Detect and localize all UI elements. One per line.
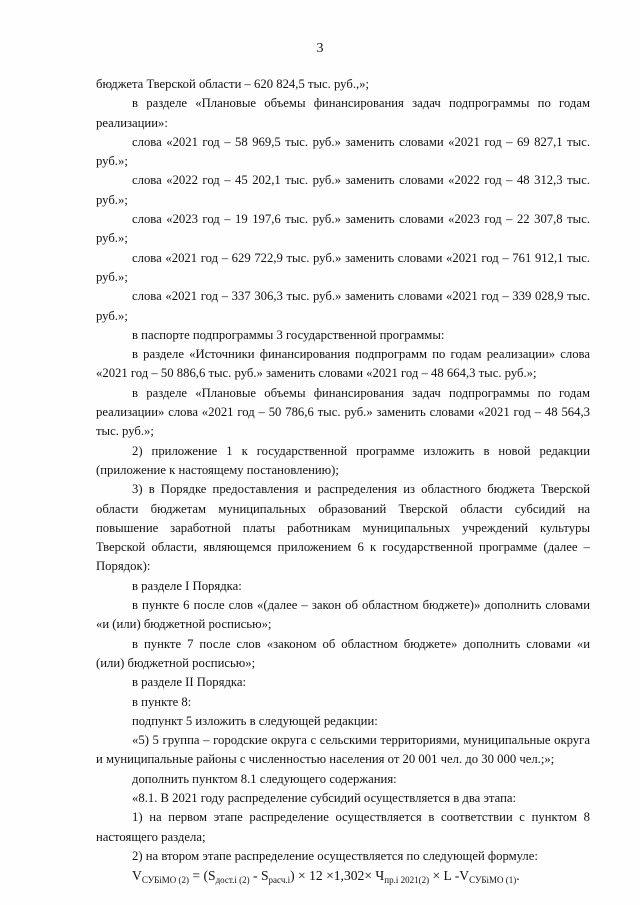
formula-part: = (S: [189, 868, 216, 884]
paragraph: в пункте 6 после слов «(далее – закон об областном бюджете)» дополнить словами «и (или) бюджетной росписью»;: [96, 598, 590, 632]
paragraph: в разделе «Плановые объемы финансирования задач подпрограммы по годам реализации»:: [96, 96, 590, 130]
formula-sub: расч.i: [268, 875, 291, 886]
paragraph: слова «2021 год – 58 969,5 тыс. руб.» заменить словами «2021 год – 69 827,1 тыс. руб.»;: [96, 134, 590, 169]
formula-part: ) × 12 ×1,302× Ч: [290, 868, 385, 884]
paragraph: подпункт 5 изложить в следующей редакции:: [132, 713, 378, 728]
paragraph: в разделе II Порядка:: [132, 675, 247, 690]
paragraph: в пункте 8:: [132, 694, 192, 709]
formula-sub: СУБiМО (2): [141, 875, 189, 886]
formula-v: V: [132, 868, 142, 884]
paragraph: слова «2023 год – 19 197,6 тыс. руб.» заменить словами «2023 год – 22 307,8 тыс. руб.»;: [96, 212, 590, 246]
formula-sub: СУБiМО (1): [469, 875, 517, 886]
paragraph: слова «2022 год – 45 202,1 тыс. руб.» заменить словами «2022 год – 48 312,3 тыс. руб.»;: [96, 173, 590, 207]
paragraph: в пункте 7 после слов «законом об областном бюджете» дополнить словами «и (или) бюджетной росписью»;: [96, 636, 590, 670]
paragraph: 1) на первом этапе распределение осуществляется в соответствии с пунктом 8 настоящего раздела;: [96, 810, 590, 844]
paragraph: слова «2021 год – 629 722,9 тыс. руб.» заменить словами «2021 год – 761 912,1 тыс. руб.»;: [96, 250, 590, 284]
formula-part: - S: [249, 868, 269, 884]
paragraph: в разделе «Плановые объемы финансирования задач подпрограммы по годам реализации» слова «2021 год – 50 786,6 тыс. руб.» заменить словами «2021 год – 48 564,3 тыс. руб.»;: [96, 385, 590, 439]
paragraph: дополнить пунктом 8.1 следующего содержания:: [132, 771, 397, 786]
subsidy-formula: [96, 866, 590, 885]
paragraph: 2) на втором этапе распределение осуществляется по следующей формуле:: [132, 848, 538, 863]
page-number: 3: [316, 41, 324, 56]
formula-part: × L -V: [429, 868, 470, 884]
paragraph: слова «2021 год – 337 306,3 тыс. руб.» заменить словами «2021 год – 339 028,9 тыс. руб.»;: [96, 289, 590, 323]
paragraph: в разделе «Источники финансирования подпрограмм по годам реализации» слова «2021 год – 50 886,6 тыс. руб.» заменить словами «2021 год – 48 664,3 тыс. руб.»;: [96, 347, 590, 381]
document-body: [96, 75, 590, 885]
paragraph: 3) в Порядке предоставления и распределения из областного бюджета Тверской области бюджетам муниципальных образований Тверской области субсидий на повышение заработной платы работникам муниципальных учреждений культуры Тверской области, являющемся приложением 6 к государственной программе (далее – Порядок):: [96, 482, 590, 574]
paragraph: в разделе I Порядка:: [132, 578, 242, 593]
paragraph: бюджета Тверской области – 620 824,5 тыс. руб.,»;: [96, 77, 370, 91]
paragraph: «8.1. В 2021 году распределение субсидий осуществляется в два этапа:: [132, 790, 517, 805]
paragraph: 2) приложение 1 к государственной программе изложить в новой редакции (приложение к настоящему постановлению);: [96, 443, 590, 477]
formula-sub: дост.i (2): [215, 875, 250, 886]
paragraph: в паспорте подпрограммы 3 государственной программы:: [132, 327, 445, 342]
paragraph: «5) 5 группа – городские округа с сельскими территориями, муниципальные округа и муниципальные районы с численностью населения от 20 001 чел. до 30 000 чел.;»;: [96, 733, 590, 767]
formula-sub: пр.i 2021(2): [384, 875, 430, 886]
formula-part: .: [516, 868, 520, 884]
